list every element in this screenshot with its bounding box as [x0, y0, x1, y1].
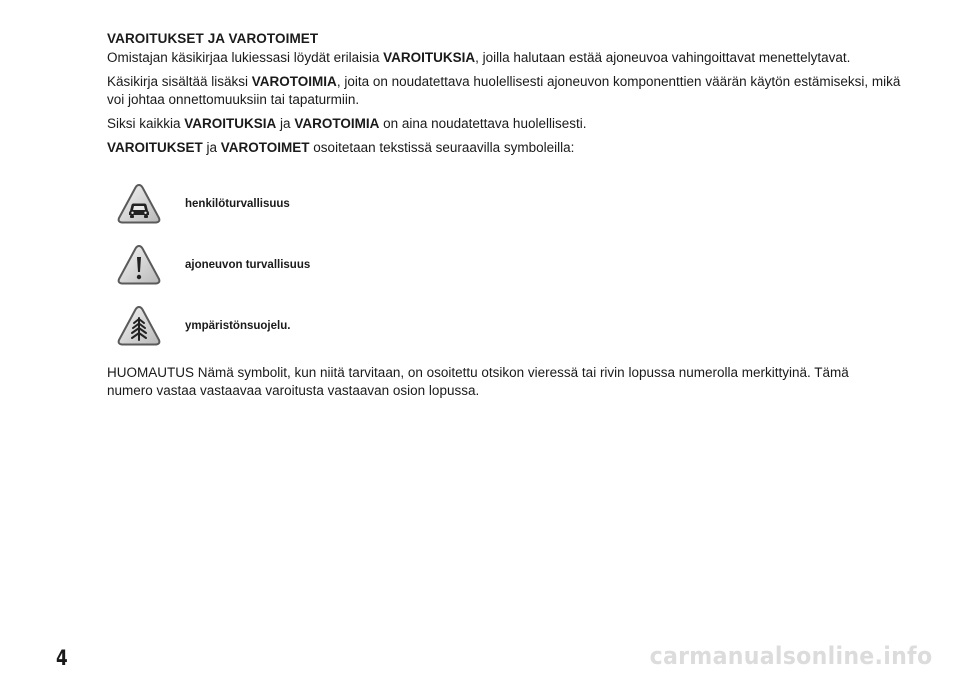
symbol-label: ajoneuvon turvallisuus — [185, 258, 311, 271]
page-title: VAROITUKSET JA VAROTOIMET — [107, 31, 319, 46]
symbol-list — [115, 173, 907, 356]
precautions-paragraph — [107, 73, 907, 109]
para3-bold-1: VAROITUKSIA — [184, 116, 277, 131]
page-number: 4 — [56, 646, 68, 670]
para1-text: Omistajan käsikirjaa lukiessasi löydät erilaisia — [107, 50, 384, 65]
para4-bold-1: VAROITUKSET — [107, 140, 203, 155]
para1-text-end: , joilla halutaan estää ajoneuvoa vahingoittavat menettelytavat. — [475, 50, 851, 65]
para3-bold-2: VAROTOIMIA — [294, 116, 380, 131]
observe-paragraph — [107, 115, 907, 133]
para2-bold: VAROTOIMIA — [251, 74, 337, 89]
note-paragraph: HUOMAUTUS Nämä symbolit, kun niitä tarvitaan, on osoitettu otsikon vieressä tai rivin lopussa numerolla merkittyinä. Tämä numero vastaa vastaavaa varoitusta vastaavan osion lopussa. — [107, 365, 849, 398]
para1-bold: VAROITUKSIA — [383, 50, 476, 65]
symbol-row-vehicle-safety — [115, 234, 907, 295]
symbols-intro-paragraph — [107, 139, 907, 157]
watermark: carmanualsonline.info — [649, 642, 932, 670]
para4-bold-2: VAROTOIMET — [220, 140, 310, 155]
symbol-label: ympäristönsuojelu. — [185, 319, 291, 332]
tree-warning-icon — [115, 304, 163, 348]
symbol-row-personal-safety — [115, 173, 907, 234]
page-content — [107, 30, 907, 414]
symbol-row-environment — [115, 295, 907, 356]
exclamation-warning-icon — [115, 243, 163, 287]
para3-text: Siksi kaikkia — [107, 116, 185, 131]
para3-text-end: on aina noudatettava huolellisesti. — [379, 116, 587, 131]
symbol-label: henkilöturvallisuus — [185, 197, 290, 210]
car-warning-icon — [115, 182, 163, 226]
intro-paragraph — [107, 49, 907, 67]
para2-text-end: , joita on noudatettava huolellisesti ajoneuvon komponenttien väärän käytön estämiseksi, mikä voi johtaa onnettomuuksiin tai tapaturmiin. — [107, 74, 901, 107]
para2-text: Käsikirja sisältää lisäksi — [107, 74, 252, 89]
para4-text-end: osoitetaan tekstissä seuraavilla symboleilla: — [309, 140, 575, 155]
para3-text-mid: ja — [276, 116, 295, 131]
para4-text-mid: ja — [202, 140, 221, 155]
